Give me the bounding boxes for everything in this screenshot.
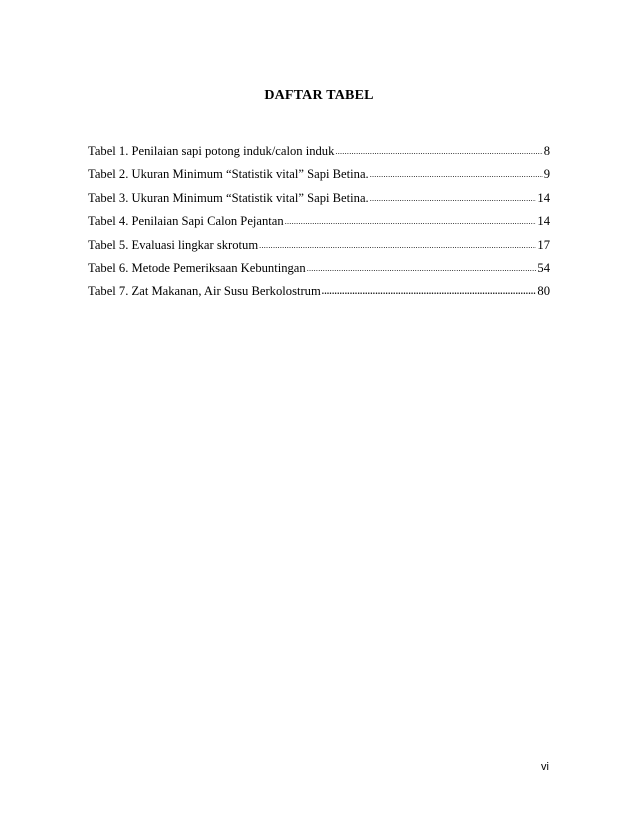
toc-entry-page: 14 — [537, 190, 550, 205]
toc-entry-tabel-6 — [88, 261, 550, 284]
page-title: DAFTAR TABEL — [264, 88, 374, 103]
toc-entry-tabel-2 — [88, 167, 550, 190]
toc-entry-tabel-5 — [88, 238, 550, 261]
toc-entry-page: 8 — [543, 144, 550, 158]
toc-entry-tabel-4 — [88, 214, 550, 237]
toc-entry-label: Tabel 3. Ukuran Minimum “Statistik vital” Sapi Betina. — [88, 190, 369, 205]
dot-leader — [322, 286, 537, 296]
dot-leader — [370, 194, 537, 203]
toc-entry-label: Tabel 2. Ukuran Minimum “Statistik vital” Sapi Betina. — [88, 167, 369, 182]
toc-entry-label: Tabel 4. Penilaian Sapi Calon Pejantan — [88, 214, 284, 229]
toc-entry-tabel-1 — [88, 144, 550, 167]
table-list — [88, 144, 550, 308]
toc-entry-page: 14 — [537, 214, 550, 229]
toc-entry-label: Tabel 5. Evaluasi lingkar skrotum — [88, 237, 259, 252]
dot-leader — [259, 241, 536, 250]
toc-entry-label: Tabel 6. Metode Pemeriksaan Kebuntingan — [88, 260, 306, 275]
toc-entry-tabel-7 — [88, 284, 550, 307]
toc-entry-page: 80 — [537, 284, 550, 299]
dot-leader — [307, 264, 537, 273]
dot-leader — [370, 170, 543, 179]
toc-entry-tabel-3 — [88, 191, 550, 214]
toc-entry-page: 54 — [537, 260, 550, 275]
toc-entry-page: 9 — [543, 167, 550, 182]
toc-entry-label: Tabel 1. Penilaian sapi potong induk/calon induk — [88, 144, 335, 158]
page-number: vi — [541, 761, 549, 773]
dot-leader — [285, 217, 537, 226]
toc-entry-label: Tabel 7. Zat Makanan, Air Susu Berkolostrum — [88, 284, 321, 299]
toc-entry-page: 17 — [537, 237, 550, 252]
dot-leader — [335, 147, 542, 156]
